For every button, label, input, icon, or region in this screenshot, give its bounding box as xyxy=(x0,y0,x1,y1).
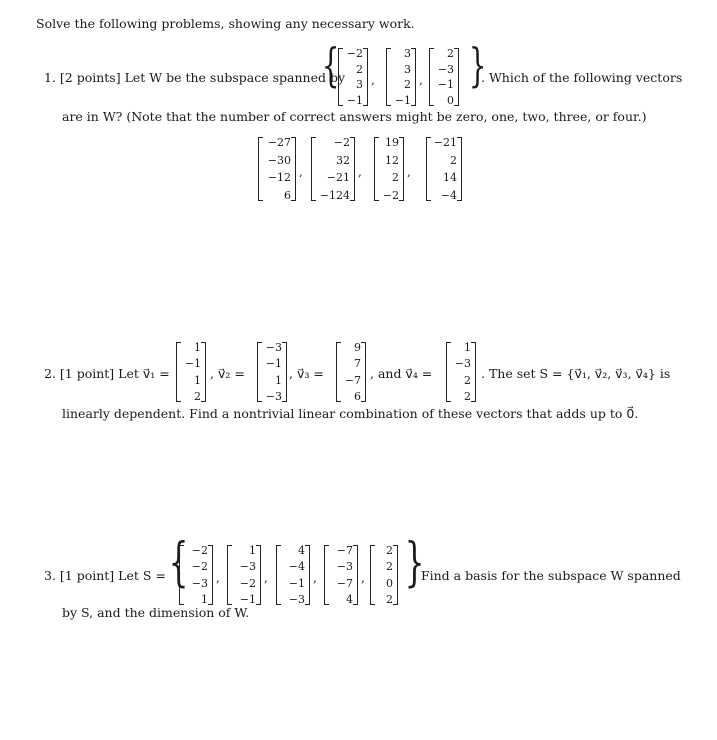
vector-entry: 14 xyxy=(443,171,457,185)
vector-entry: −3 xyxy=(336,560,353,574)
vector-entry: 1 xyxy=(464,341,471,354)
p1-span-vector xyxy=(429,48,459,106)
p2-label: 2. [1 point] Let v⃗₁ = xyxy=(44,366,170,381)
separator-comma: , xyxy=(407,165,411,179)
vector-entry: 9 xyxy=(354,341,361,354)
vector-entry: −2 xyxy=(239,576,256,590)
p1-line2: are in W? (Note that the number of correct answers might be zero, one, two, three, or four.) xyxy=(62,109,647,124)
p2-v3-label: , v⃗₃ = xyxy=(289,366,324,381)
vector-entry: −1 xyxy=(346,93,363,107)
p1-candidate-vector xyxy=(374,137,404,201)
vector-entry: −2 xyxy=(191,544,208,557)
p1-span-vector xyxy=(386,48,416,106)
vector-entry: 6 xyxy=(354,389,361,403)
vector-entry: 2 xyxy=(450,153,457,167)
p3-set-vector xyxy=(370,545,398,605)
vector-entry: −30 xyxy=(267,153,291,167)
vector-entry: −3 xyxy=(288,592,305,606)
p1-candidate-vector xyxy=(311,137,355,201)
vector-entry: −3 xyxy=(437,62,454,76)
vector-entry: −1 xyxy=(394,93,411,107)
vector-entry: 7 xyxy=(354,357,361,371)
vector-entry: −1 xyxy=(265,357,282,371)
p2-vector-v4 xyxy=(446,342,476,402)
vector-entry: 4 xyxy=(346,592,353,606)
vector-entry: 12 xyxy=(385,153,399,167)
vector-entry: 2 xyxy=(356,62,363,76)
separator-comma: , xyxy=(216,571,220,585)
p3-label: 3. [1 point] Let S = xyxy=(44,568,166,583)
p1-right-text: . Which of the following vectors xyxy=(481,70,683,85)
p2-vector-v3 xyxy=(336,342,366,402)
vector-entry: 2 xyxy=(386,592,393,606)
separator-comma: , xyxy=(358,165,362,179)
vector-entry: 3 xyxy=(404,47,411,60)
vector-entry: 2 xyxy=(464,373,471,387)
vector-entry: −21 xyxy=(326,171,350,185)
p3-set-vector xyxy=(227,545,261,605)
p2-right-text: . The set S = {v⃗₁, v⃗₂, v⃗₃, v⃗₄} is xyxy=(481,366,671,381)
vector-entry: 3 xyxy=(404,62,411,76)
p3-set-vector xyxy=(324,545,358,605)
vector-entry: −3 xyxy=(265,389,282,403)
separator-comma: , xyxy=(419,73,423,87)
vector-entry: 19 xyxy=(385,136,399,149)
vector-entry: −1 xyxy=(184,357,201,371)
separator-comma: , xyxy=(371,73,375,87)
p1-left-brace: { xyxy=(321,38,340,92)
vector-entry: 32 xyxy=(336,153,350,167)
vector-entry: −7 xyxy=(336,544,353,557)
vector-entry: 1 xyxy=(275,373,282,387)
vector-entry: 0 xyxy=(447,93,454,107)
p1-span-vector xyxy=(338,48,368,106)
p1-label: 1. [2 points] Let W be the subspace spanned by xyxy=(44,70,346,85)
intro-text: Solve the following problems, showing any necessary work. xyxy=(36,16,415,31)
vector-entry: −3 xyxy=(454,357,471,371)
p1-right-brace: } xyxy=(468,38,487,92)
p2-vector-v1 xyxy=(176,342,206,402)
vector-entry: 6 xyxy=(284,188,291,202)
vector-entry: 2 xyxy=(464,389,471,403)
vector-entry: −7 xyxy=(336,576,353,590)
p3-right-brace: } xyxy=(404,533,425,593)
p2-v4-label: , and v⃗₄ = xyxy=(370,366,433,381)
p1-candidate-vector xyxy=(258,137,296,201)
separator-comma: , xyxy=(299,165,303,179)
vector-entry: −27 xyxy=(267,136,291,149)
vector-entry: −2 xyxy=(333,136,350,149)
p1-candidate-vector xyxy=(426,137,462,201)
p2-line2: linearly dependent. Find a nontrivial linear combination of these vectors that adds up to 0⃗. xyxy=(62,406,639,421)
vector-entry: 2 xyxy=(404,78,411,92)
p3-set-vector xyxy=(276,545,310,605)
p3-set-vector xyxy=(179,545,213,605)
vector-entry: −7 xyxy=(344,373,361,387)
vector-entry: 2 xyxy=(447,47,454,60)
vector-entry: −12 xyxy=(267,171,291,185)
vector-entry: 1 xyxy=(201,592,208,606)
separator-comma: , xyxy=(313,571,317,585)
vector-entry: −1 xyxy=(437,78,454,92)
vector-entry: −3 xyxy=(265,341,282,354)
vector-entry: −3 xyxy=(191,576,208,590)
separator-comma: , xyxy=(361,571,365,585)
vector-entry: −2 xyxy=(346,47,363,60)
vector-entry: −21 xyxy=(433,136,457,149)
vector-entry: −1 xyxy=(239,592,256,606)
vector-entry: 1 xyxy=(194,341,201,354)
p3-right-text: . Find a basis for the subspace W spanned xyxy=(413,568,681,583)
vector-entry: 2 xyxy=(386,544,393,557)
vector-entry: 1 xyxy=(194,373,201,387)
vector-entry: −1 xyxy=(288,576,305,590)
vector-entry: −4 xyxy=(288,560,305,574)
vector-entry: 4 xyxy=(298,544,305,557)
vector-entry: 2 xyxy=(386,560,393,574)
p2-vector-v2 xyxy=(257,342,287,402)
vector-entry: 0 xyxy=(386,576,393,590)
vector-entry: −3 xyxy=(239,560,256,574)
p3-line2: by S, and the dimension of W. xyxy=(62,605,250,620)
vector-entry: −2 xyxy=(191,560,208,574)
vector-entry: 2 xyxy=(392,171,399,185)
vector-entry: 1 xyxy=(249,544,256,557)
vector-entry: −2 xyxy=(382,188,399,202)
vector-entry: 2 xyxy=(194,389,201,403)
separator-comma: , xyxy=(264,571,268,585)
vector-entry: 3 xyxy=(356,78,363,92)
p2-v2-label: , v⃗₂ = xyxy=(210,366,245,381)
vector-entry: −4 xyxy=(440,188,457,202)
p3-left-brace: { xyxy=(168,533,189,593)
vector-entry: −124 xyxy=(319,188,350,202)
